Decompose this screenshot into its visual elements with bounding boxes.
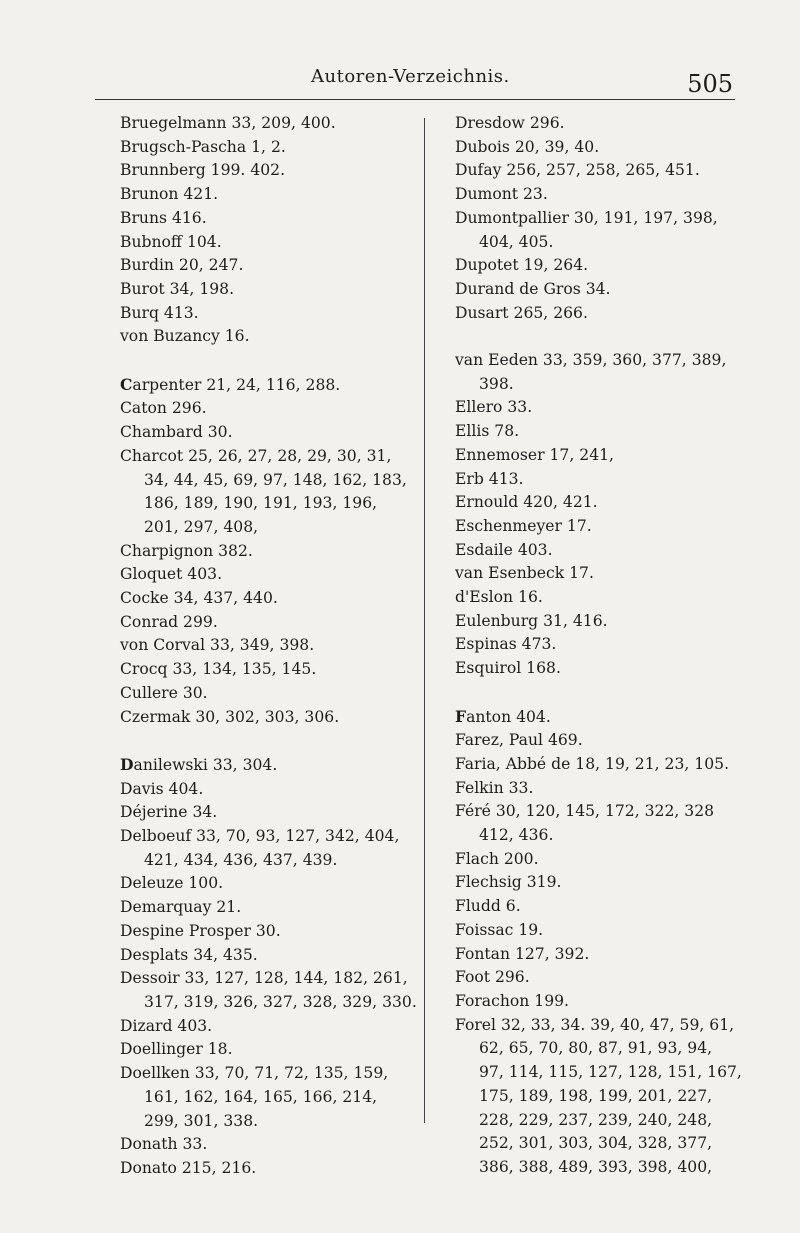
index-entry-continuation: 201, 297, 408, <box>144 517 259 536</box>
index-entry: Davis 404. <box>120 779 204 798</box>
index-entry: Brugsch-Pascha 1, 2. <box>120 137 286 156</box>
index-entry: von Corval 33, 349, 398. <box>120 636 315 655</box>
index-entry: Flach 200. <box>455 849 539 868</box>
section-initial: F <box>455 706 467 726</box>
index-entry-continuation: 404, 405. <box>479 232 554 251</box>
index-entry: Crocq 33, 134, 135, 145. <box>120 660 317 679</box>
index-entry: Bruns 416. <box>120 208 207 227</box>
index-entry: Burdin 20, 247. <box>120 256 244 275</box>
index-entry: Ennemoser 17, 241, <box>455 445 614 464</box>
index-entry: Gloquet 403. <box>120 565 223 584</box>
index-entry: Ellis 78. <box>455 422 520 441</box>
index-entry-continuation: 161, 162, 164, 165, 166, 214, <box>144 1087 378 1106</box>
index-entry: Fontan 127, 392. <box>455 944 590 963</box>
index-entry-continuation: 386, 388, 489, 393, 398, 400, <box>479 1157 713 1176</box>
index-entry: Caton 296. <box>120 399 207 418</box>
index-entry: Dresdow 296. <box>455 114 565 132</box>
index-entry: Dupotet 19, 264. <box>455 256 589 275</box>
index-entry: Burq 413. <box>120 303 199 322</box>
index-entry-continuation: 317, 319, 326, 327, 328, 329, 330. <box>144 992 417 1011</box>
index-column-left <box>120 112 417 1181</box>
index-entry: Demarquay 21. <box>120 898 242 917</box>
index-entry-continuation: 34, 44, 45, 69, 97, 148, 162, 183, <box>144 470 407 489</box>
column-divider <box>424 118 425 1123</box>
index-entry: Foot 296. <box>455 968 530 987</box>
index-entry: Donato 215, 216. <box>120 1158 257 1177</box>
section-gap <box>120 729 390 753</box>
index-entry-continuation: 175, 189, 198, 199, 201, 227, <box>479 1086 713 1105</box>
index-column-right <box>455 112 755 1180</box>
index-entry: Forel 32, 33, 34. 39, 40, 47, 59, 61, <box>455 1015 735 1034</box>
index-entry: Brunnberg 199. 402. <box>120 161 286 180</box>
index-entry: Erb 413. <box>455 469 524 488</box>
index-entry: Czermak 30, 302, 303, 306. <box>120 707 340 726</box>
section-gap <box>120 349 390 373</box>
index-entry: Chambard 30. <box>120 423 233 442</box>
index-entry-continuation: 421, 434, 436, 437, 439. <box>144 850 338 869</box>
index-entry: Carpenter 21, 24, 116, 288. <box>120 374 341 394</box>
index-entry: Dusart 265, 266. <box>455 303 588 322</box>
index-entry: Brunon 421. <box>120 185 219 204</box>
section-gap <box>455 681 755 705</box>
index-entry: Esquirol 168. <box>455 659 561 678</box>
index-entry: Desplats 34, 435. <box>120 945 258 964</box>
index-entry-continuation: 412, 436. <box>479 826 554 845</box>
index-entry: Felkin 33. <box>455 778 534 797</box>
index-entry: Ellero 33. <box>455 398 533 417</box>
index-entry-continuation: 398. <box>479 374 514 393</box>
index-entry-continuation: 228, 229, 237, 239, 240, 248, <box>479 1110 713 1129</box>
index-entry: Donath 33. <box>120 1135 208 1154</box>
page-number: 505 <box>687 70 733 98</box>
index-entry: Faria, Abbé de 18, 19, 21, 23, 105. <box>455 754 730 773</box>
index-entry: Doellinger 18. <box>120 1040 233 1059</box>
index-entry: Foissac 19. <box>455 920 544 939</box>
index-entry: Dufay 256, 257, 258, 265, 451. <box>455 161 700 180</box>
index-entry-continuation: 186, 189, 190, 191, 193, 196, <box>144 494 378 513</box>
header-rule <box>95 99 735 100</box>
index-entry-continuation: 299, 301, 338. <box>144 1111 259 1130</box>
index-entry: Danilewski 33, 304. <box>120 754 278 774</box>
index-entry: Esdaile 403. <box>455 540 553 559</box>
section-initial: C <box>120 374 133 394</box>
index-entry: Charcot 25, 26, 27, 28, 29, 30, 31, <box>120 446 392 465</box>
index-entry: Dumont 23. <box>455 185 548 204</box>
index-entry: Farez, Paul 469. <box>455 731 583 750</box>
index-entry: van Esenbeck 17. <box>455 564 594 583</box>
index-entry: Ernould 420, 421. <box>455 493 598 512</box>
index-entry: Dubois 20, 39, 40. <box>455 137 600 156</box>
index-entry: Bruegelmann 33, 209, 400. <box>120 114 336 132</box>
index-entry: Doellken 33, 70, 71, 72, 135, 159, <box>120 1064 389 1083</box>
index-entry-continuation: 252, 301, 303, 304, 328, 377, <box>479 1134 713 1153</box>
index-entry: Dessoir 33, 127, 128, 144, 182, 261, <box>120 969 408 988</box>
index-entry: Forachon 199. <box>455 991 569 1010</box>
index-entry: Cullere 30. <box>120 683 208 702</box>
index-entry: von Buzancy 16. <box>120 327 250 346</box>
index-entry: Fludd 6. <box>455 897 521 916</box>
index-entry: Burot 34, 198. <box>120 279 235 298</box>
index-entry: Charpignon 382. <box>120 541 253 560</box>
index-entry: Eulenburg 31, 416. <box>455 611 608 630</box>
index-entry: Flechsig 319. <box>455 873 562 892</box>
index-entry: Dumontpallier 30, 191, 197, 398, <box>455 208 718 227</box>
index-entry: Dizard 403. <box>120 1016 213 1035</box>
page-header <box>95 60 735 100</box>
index-entry: Fanton 404. <box>455 706 551 726</box>
index-entry: Eschenmeyer 17. <box>455 516 592 535</box>
index-entry: Déjerine 34. <box>120 803 218 822</box>
section-initial: D <box>120 754 134 774</box>
index-entry: Delboeuf 33, 70, 93, 127, 342, 404, <box>120 827 400 846</box>
index-entry: d'Eslon 16. <box>455 588 543 607</box>
running-title: Autoren-Verzeichnis. <box>311 66 510 87</box>
index-entry: Durand de Gros 34. <box>455 279 611 298</box>
index-entry: Bubnoff 104. <box>120 232 222 251</box>
index-entry: Cocke 34, 437, 440. <box>120 589 278 608</box>
index-entry: Conrad 299. <box>120 612 218 631</box>
index-entry: Deleuze 100. <box>120 874 224 893</box>
index-entry-continuation: 62, 65, 70, 80, 87, 91, 93, 94, <box>479 1039 713 1058</box>
index-entry: van Eeden 33, 359, 360, 377, 389, <box>455 351 727 370</box>
index-entry: Despine Prosper 30. <box>120 921 281 940</box>
index-entry-continuation: 97, 114, 115, 127, 128, 151, 167, <box>479 1063 742 1082</box>
section-gap <box>455 325 755 349</box>
index-entry: Espinas 473. <box>455 635 557 654</box>
index-entry: Féré 30, 120, 145, 172, 322, 328 <box>455 802 715 821</box>
